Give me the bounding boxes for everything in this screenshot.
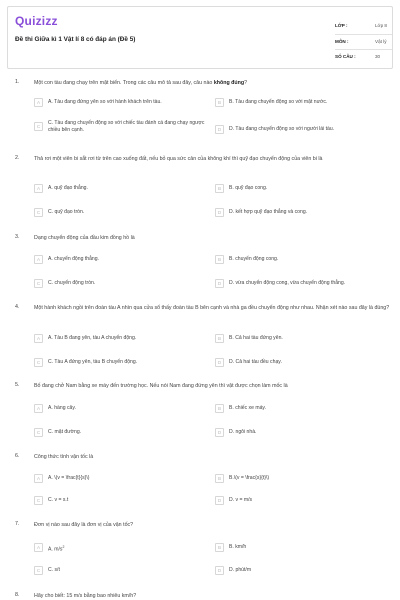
question-text-end: ? [244,80,248,86]
option-c[interactable] [34,565,209,579]
option-b[interactable] [215,333,390,347]
page-title: Đề thi Giữa kì 1 Vật lí 8 có đáp án (Đề 5) [15,36,136,43]
option-text: D. vừa chuyển động cong, vừa chuyển động thẳng. [229,280,346,286]
meta-row-subject [335,35,392,51]
option-c[interactable] [34,121,209,135]
option-a[interactable] [34,333,209,347]
option-text: B. quỹ đạo cong. [229,185,268,191]
option-letter: C [34,358,43,367]
option-letter: C [34,496,43,505]
option-text: B. chiếc xe máy. [229,405,266,411]
option-letter: B [215,404,224,413]
question-text: Thả rơi một viên bi sắt rơi từ trên cao xuống đất, nếu bỏ qua sức cản của không khí thì quỹ đạo chuyển động của viên bi là [34,156,323,162]
option-letter: B [215,474,224,483]
option-text: B. Tàu đang chuyển động so với mặt nước. [229,99,328,105]
option-letter: C [34,122,43,131]
option-text: C. Tàu A đứng yên, tàu B chuyển động. [48,359,138,365]
option-a[interactable] [34,542,209,556]
option-letter: A [34,404,43,413]
option-text: A. \(v = \frac{t}{s}\) [48,475,90,481]
option-text: D. Cả hai tàu đều chạy. [229,359,282,365]
option-text: A. Tàu đang đứng yên so với hành khách trên tàu. [48,99,162,105]
question-number: 5. [15,382,20,388]
option-text: D. ngôi nhà. [229,429,257,435]
option-d[interactable] [215,278,390,292]
option-letter: C [34,566,43,575]
option-letter: D [215,496,224,505]
option-text: A. chuyển động thẳng. [48,256,99,262]
option-text: B. km/h [229,544,247,550]
option-letter: A [34,184,43,193]
option-letter: B [215,98,224,107]
question-number: 7. [15,521,20,527]
option-b[interactable] [215,97,390,111]
option-text: C. v = s.t [48,497,69,503]
option-c[interactable] [34,495,209,509]
option-d[interactable] [215,124,390,138]
option-letter: A [34,255,43,264]
option-c[interactable] [34,427,209,441]
question-text [34,79,390,88]
option-c[interactable] [34,207,209,221]
question-number: 6. [15,453,20,459]
question-number: 3. [15,234,20,240]
option-b[interactable] [215,403,390,417]
option-letter: D [215,125,224,134]
question-text-emphasis: không đúng [213,80,245,86]
question-text: Bố đang chở Nam bằng xe máy đến trường học. Nếu nói Nam đang đứng yên thì vật được chọn làm mốc là [34,383,288,389]
option-text: A. quỹ đạo thẳng. [48,185,88,191]
option-c[interactable] [34,278,209,292]
quiz-header [7,6,393,69]
question-number: 4. [15,304,20,310]
option-a[interactable] [34,183,209,197]
option-text: A. hàng cây. [48,405,76,411]
question-text-start: Một con tàu đang chạy trên mặt biển. Trong các câu mô tả sau đây, câu nào [34,80,214,86]
option-letter: D [215,566,224,575]
option-text: B. chuyển động cong. [229,256,279,262]
option-d[interactable] [215,427,390,441]
option-text: B.\(v = \frac{s}{t}\) [229,475,270,481]
option-text: D. Tàu đang chuyển động so với người lái tàu. [229,126,335,132]
option-b[interactable] [215,183,390,197]
question-number: 8. [15,592,20,598]
meta-row-class [335,19,392,35]
option-letter: B [215,184,224,193]
meta-label-class: LỚP : [335,23,348,28]
quizizz-logo: Quizizz [15,14,58,28]
option-letter: D [215,358,224,367]
option-text: C. chuyển động tròn. [48,280,96,286]
option-text: D. v = m/s [229,497,253,503]
meta-label-question-count: SỐ CÂU : [335,54,356,59]
option-letter: A [34,474,43,483]
meta-value-subject: Vật lý [375,38,387,44]
meta-value-class: Lớp 8 [375,23,387,28]
option-text: C. quỹ đạo tròn. [48,209,85,215]
option-letter: A [34,334,43,343]
question-text: Công thức tính vận tốc là [34,454,94,460]
question-number: 2. [15,155,20,161]
question-number: 1. [15,79,20,85]
quiz-meta [335,19,392,65]
option-a[interactable] [34,473,209,487]
option-d[interactable] [215,207,390,221]
option-text: D. kết hợp quỹ đạo thẳng và cong. [229,209,308,215]
option-text: D. phút/m [229,567,252,573]
question-text: Đơn vị nào sau đây là đơn vị của vận tốc? [34,522,134,528]
question-text: Hãy cho biết: 15 m/s bằng bao nhiêu km/h? [34,593,137,599]
meta-label-subject: MÔN : [335,38,349,44]
option-text-base: A. m/s [48,546,63,553]
option-letter: B [215,543,224,552]
option-letter: D [215,279,224,288]
option-letter: C [34,428,43,437]
option-c[interactable] [34,357,209,371]
option-letter: C [34,208,43,217]
option-exponent: 2 [62,545,65,549]
option-d[interactable] [215,357,390,371]
option-text: B. Cả hai tàu đứng yên. [229,335,283,341]
option-d[interactable] [215,495,390,509]
option-b[interactable] [215,473,390,487]
option-text: C. s/t [48,567,60,573]
option-letter: D [215,208,224,217]
option-letter: B [215,334,224,343]
option-letter: A [34,543,43,552]
option-letter: B [215,255,224,264]
option-d[interactable] [215,565,390,579]
meta-value-question-count: 30 [375,54,381,59]
option-letter: D [215,428,224,437]
option-a[interactable] [34,403,209,417]
option-a[interactable] [34,97,209,111]
question-text: Một hành khách ngồi trên đoàn tàu A nhìn qua cửa sổ thấy đoàn tàu B bên cạnh và nhà ga đều chuyển động như nhau. Nhận xét nào sau đây là đúng? [34,305,390,311]
option-letter: C [34,279,43,288]
option-b[interactable] [215,254,390,268]
option-text [48,544,208,554]
option-b[interactable] [215,542,390,556]
option-a[interactable] [34,254,209,268]
option-text: C. mặt đường. [48,429,82,435]
option-letter: A [34,98,43,107]
option-text: C. Tàu đang chuyển động so với chiếc tàu đánh cá đang chạy ngược chiều bên cạnh. [48,120,205,133]
option-text: A. Tàu B đang yên, tàu A chuyển động. [48,335,137,341]
question-text: Dạng chuyển động của đầu kim đồng hồ là [34,235,135,241]
meta-row-question-count [335,50,392,65]
